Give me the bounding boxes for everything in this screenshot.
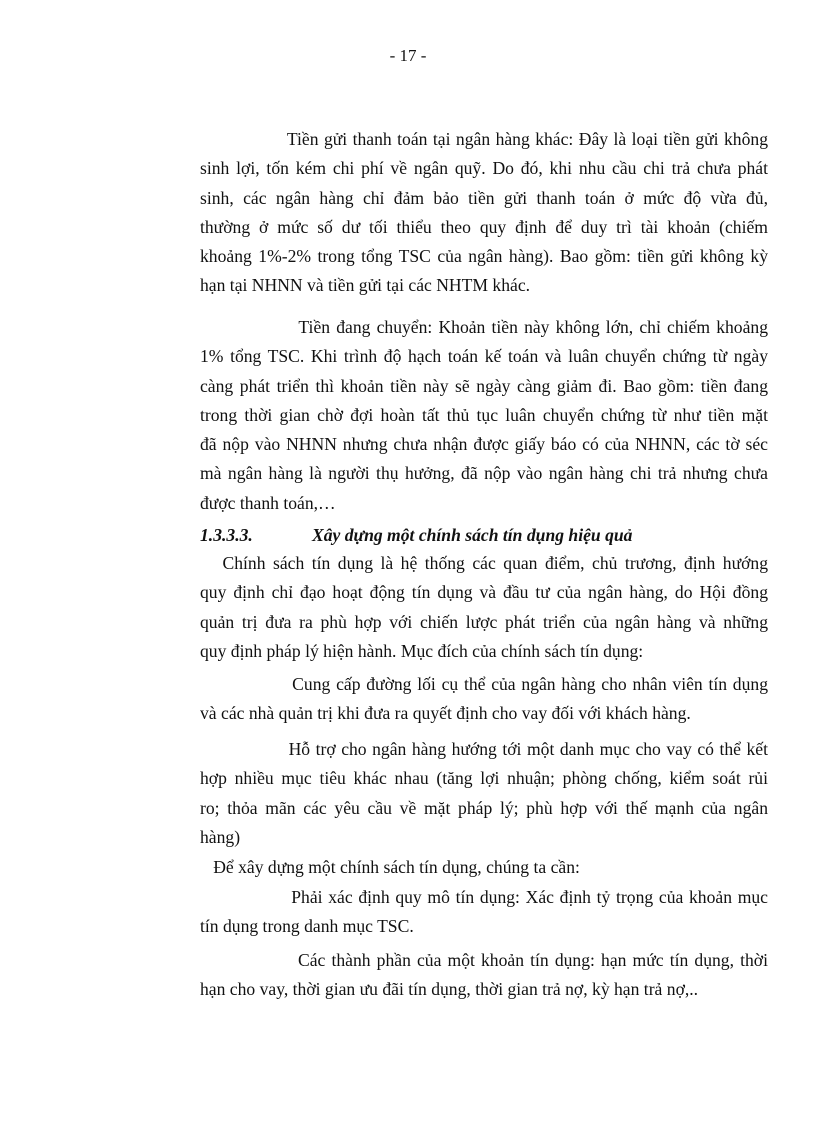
text-line: 1% tổng TSC. Khi trình độ hạch toán kế toán và luân chuyển chứng từ ngày — [200, 346, 768, 367]
paragraph-cash-in-transit — [200, 313, 768, 518]
text-line: ro; thỏa mãn các yêu cầu về mặt pháp lý; phù hợp với thế mạnh của ngân — [200, 797, 768, 818]
text-line: Hỗ trợ cho ngân hàng hướng tới một danh mục cho vay có thể kết — [200, 739, 768, 759]
text-line: tín dụng trong danh mục TSC. — [200, 916, 414, 937]
text-line: Cung cấp đường lối cụ thể của ngân hàng cho nhân viên tín dụng — [200, 674, 768, 694]
text-line: sinh lợi, tốn kém chi phí về ngân quỹ. Do đó, khi nhu cầu chi trả chưa phát — [200, 158, 768, 179]
text-line: quy định chỉ đạo hoạt động tín dụng và đầu tư của ngân hàng, do Hội đồng — [200, 582, 768, 603]
text-line: hợp nhiều mục tiêu khác nhau (tăng lợi nhuận; phòng chống, kiểm soát rủi — [200, 768, 768, 789]
paragraph-requirements-intro — [200, 853, 768, 882]
paragraph-credit-policy-definition — [200, 549, 768, 666]
text-line: đã nộp vào NHNN nhưng chưa nhận được giấy báo có của NHNN, các tờ séc — [200, 434, 768, 455]
text-line: hạn cho vay, thời gian ưu đãi tín dụng, thời gian trả nợ, kỳ hạn trả nợ,.. — [200, 979, 699, 1000]
text-line: mà ngân hàng là người thụ hưởng, đã nộp vào ngân hàng chi trả nhưng chưa — [200, 463, 768, 484]
text-line: Các thành phần của một khoản tín dụng: hạn mức tín dụng, thời — [200, 950, 768, 970]
section-heading — [200, 521, 768, 549]
text-line: Tiền đang chuyển: Khoản tiền này không lớn, chỉ chiếm khoảng — [200, 317, 768, 337]
text-line: quy định pháp lý hiện hành. Mục đích của chính sách tín dụng: — [200, 640, 644, 661]
text-line: và các nhà quản trị khi đưa ra quyết định cho vay đối với khách hàng. — [200, 703, 691, 724]
text-line: càng phát triển thì khoản tiền này sẽ ngày càng giảm đi. Bao gồm: tiền đang — [200, 375, 768, 396]
section-number: 1.3.3.3. — [200, 525, 253, 545]
text-line: Phải xác định quy mô tín dụng: Xác định tỷ trọng của khoản mục — [200, 887, 768, 907]
text-line: Tiền gửi thanh toán tại ngân hàng khác: Đây là loại tiền gửi không — [200, 129, 768, 149]
text-line: sinh, các ngân hàng chỉ đảm bảo tiền gửi thanh toán ở mức độ vừa đủ, — [200, 187, 768, 208]
page-number: - 17 - — [389, 46, 427, 65]
paragraph-deposits-at-other-banks — [200, 125, 768, 301]
text-line: Chính sách tín dụng là hệ thống các quan điểm, chủ trương, định hướng — [200, 553, 768, 573]
text-line: thường ở mức số dư tối thiểu theo quy định để duy trì tài khoản (chiếm — [200, 216, 768, 237]
text-line: khoảng 1%-2% trong tổng TSC của ngân hàng). Bao gồm: tiền gửi không kỳ — [200, 246, 768, 267]
text-line: quản trị đưa ra phù hợp với chiến lược phát triển của ngân hàng và những — [200, 611, 768, 632]
paragraph-credit-scale — [200, 883, 768, 942]
text-line: trong thời gian chờ đợi hoàn tất thủ tục luân chuyển chứng từ như tiền mặt — [200, 404, 768, 425]
paragraph-purpose-portfolio — [200, 735, 768, 852]
paragraph-purpose-guidance — [200, 670, 768, 729]
text-line: Để xây dựng một chính sách tín dụng, chúng ta cần: — [200, 857, 580, 877]
section-title: Xây dựng một chính sách tín dụng hiệu quả — [312, 525, 633, 545]
text-line: được thanh toán,… — [200, 492, 336, 513]
paragraph-credit-components — [200, 946, 768, 1005]
text-line: hạn tại NHNN và tiền gửi tại các NHTM khác. — [200, 275, 531, 296]
text-line: hàng) — [200, 826, 241, 847]
